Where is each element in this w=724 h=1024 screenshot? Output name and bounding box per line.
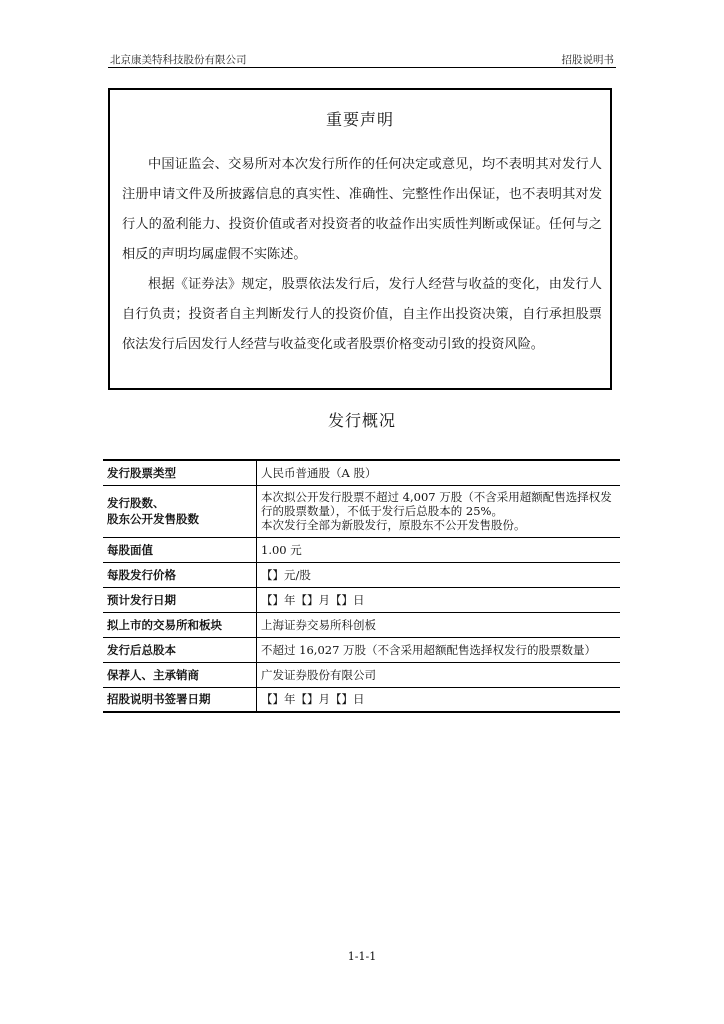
row-label: 发行后总股本 [103, 637, 257, 662]
row-value: 【】年【】月【】日 [257, 687, 621, 712]
row-label: 预计发行日期 [103, 587, 257, 612]
row-value: 【】元/股 [257, 562, 621, 587]
row-value [257, 485, 621, 537]
row-value: 不超过 16,027 万股（不含采用超额配售选择权发行的股票数量） [257, 637, 621, 662]
table-row [103, 485, 620, 537]
row-label: 每股发行价格 [103, 562, 257, 587]
table-row [103, 637, 620, 662]
table-row [103, 662, 620, 687]
row-value-line: 本次拟公开发行股票不超过 4,007 万股（不含采用超额配售选择权发行的股票数量），不低于发行后总股本的 25%。 [261, 490, 612, 518]
table-row [103, 587, 620, 612]
row-value-line: 本次发行全部为新股发行，原股东不公开发售股份。 [261, 518, 526, 532]
row-label: 每股面值 [103, 537, 257, 562]
offering-table [103, 459, 620, 713]
table-row [103, 537, 620, 562]
row-value: 广发证券股份有限公司 [257, 662, 621, 687]
table-row [103, 612, 620, 637]
row-label: 招股说明书签署日期 [103, 687, 257, 712]
offering-title: 发行概况 [327, 411, 396, 430]
row-label: 发行股票类型 [103, 460, 257, 485]
notice-title: 重要声明 [325, 110, 394, 129]
row-value: 【】年【】月【】日 [257, 587, 621, 612]
page-number: 1-1-1 [347, 950, 377, 963]
header-doc-type: 招股说明书 [561, 54, 614, 66]
table-row [103, 562, 620, 587]
row-value: 人民币普通股（A 股） [261, 465, 377, 480]
table-row [103, 687, 620, 712]
header-rule [108, 67, 616, 68]
header-company: 北京康美特科技股份有限公司 [110, 54, 247, 66]
row-value: 1.00 元 [257, 537, 621, 562]
row-label-line: 股东公开发售股数 [107, 512, 199, 526]
row-label: 拟上市的交易所和板块 [103, 612, 257, 637]
important-notice-box [108, 88, 612, 390]
notice-paragraph-1: 中国证监会、交易所对本次发行所作的任何决定或意见，均不表明其对发行人注册申请文件及所披露信息的真实性、准确性、完整性作出保证，也不表明其对发行人的盈利能力、投资价值或者对投资者的收益作出实质性判断或保证。任何与之相反的声明均属虚假不实陈述。 [122, 157, 602, 262]
table-row [103, 460, 620, 485]
row-value: 上海证券交易所科创板 [257, 612, 621, 637]
row-label: 保荐人、主承销商 [103, 662, 257, 687]
row-label-line: 发行股数、 [107, 496, 165, 510]
notice-paragraph-2: 根据《证券法》规定，股票依法发行后，发行人经营与收益的变化，由发行人自行负责；投资者自主判断发行人的投资价值，自主作出投资决策，自行承担股票依法发行后因发行人经营与收益变化或者股票价格变动引致的投资风险。 [122, 277, 602, 352]
row-label [103, 485, 257, 537]
